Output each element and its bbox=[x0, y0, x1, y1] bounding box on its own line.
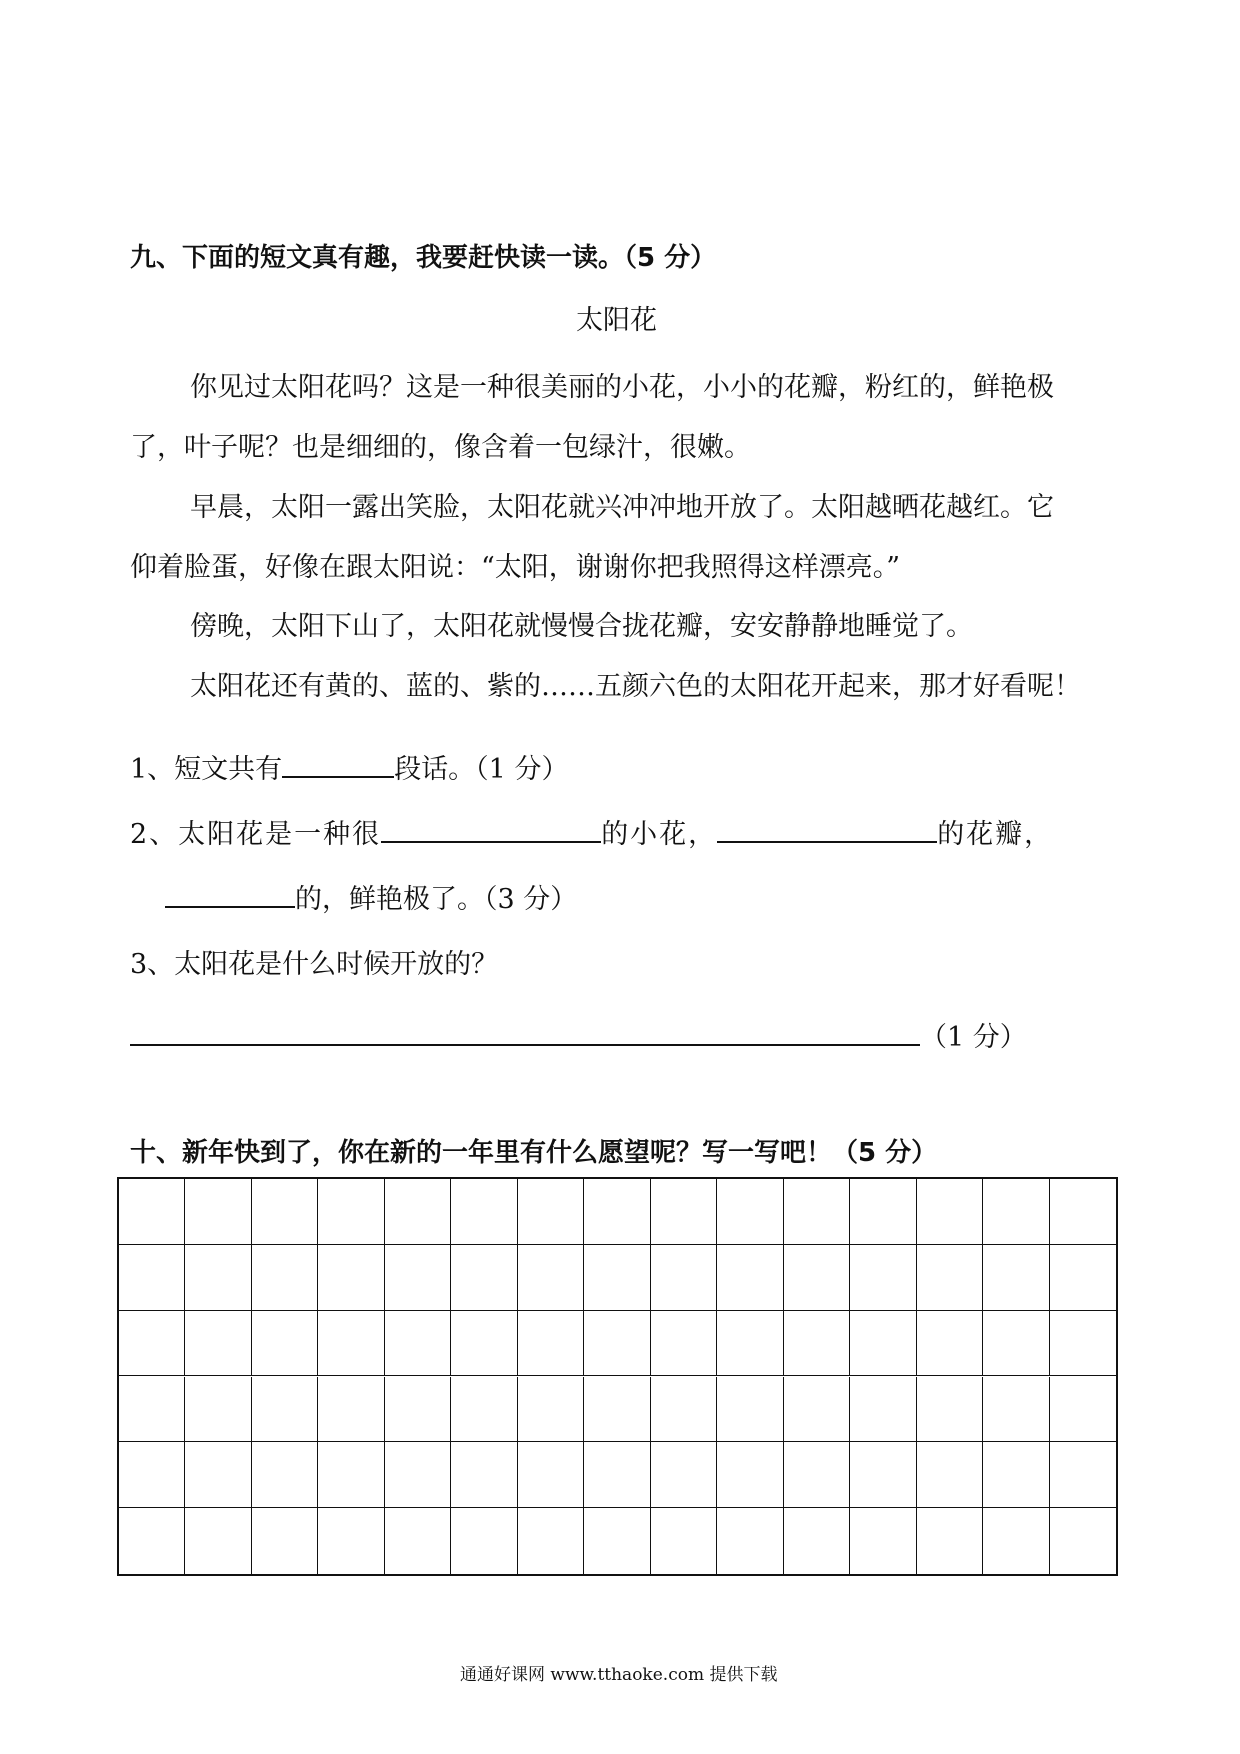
grid-cell[interactable] bbox=[385, 1377, 451, 1443]
grid-cell[interactable] bbox=[983, 1179, 1049, 1245]
grid-cell[interactable] bbox=[850, 1508, 916, 1574]
grid-cell[interactable] bbox=[119, 1311, 185, 1377]
paragraph-3: 傍晚，太阳下山了，太阳花就慢慢合拢花瓣，安安静静地睡觉了。 bbox=[190, 611, 973, 642]
grid-cell[interactable] bbox=[518, 1508, 584, 1574]
grid-cell[interactable] bbox=[850, 1245, 916, 1311]
grid-cell[interactable] bbox=[1050, 1245, 1116, 1311]
grid-cell[interactable] bbox=[119, 1442, 185, 1508]
paragraph-1-line-1: 你见过太阳花吗？这是一种很美丽的小花，小小的花瓣，粉红的，鲜艳极 bbox=[190, 372, 1054, 403]
question-1 bbox=[130, 747, 568, 786]
grid-cell[interactable] bbox=[983, 1311, 1049, 1377]
grid-cell[interactable] bbox=[917, 1311, 983, 1377]
grid-cell[interactable] bbox=[451, 1179, 517, 1245]
question-2-line-2-text: 的，鲜艳极了。（3 分） bbox=[295, 884, 578, 915]
grid-cell[interactable] bbox=[917, 1179, 983, 1245]
question-2-end: 的花瓣， bbox=[937, 819, 1054, 850]
grid-cell[interactable] bbox=[717, 1377, 783, 1443]
grid-cell[interactable] bbox=[185, 1179, 251, 1245]
grid-cell[interactable] bbox=[584, 1311, 650, 1377]
grid-cell[interactable] bbox=[451, 1245, 517, 1311]
grid-cell[interactable] bbox=[451, 1377, 517, 1443]
grid-cell[interactable] bbox=[385, 1179, 451, 1245]
question-1-prefix: 1、短文共有 bbox=[130, 754, 283, 785]
writing-grid[interactable] bbox=[117, 1177, 1118, 1576]
grid-cell[interactable] bbox=[518, 1311, 584, 1377]
grid-cell[interactable] bbox=[451, 1508, 517, 1574]
grid-cell[interactable] bbox=[318, 1442, 384, 1508]
grid-cell[interactable] bbox=[252, 1179, 318, 1245]
grid-cell[interactable] bbox=[318, 1508, 384, 1574]
grid-cell[interactable] bbox=[1050, 1377, 1116, 1443]
grid-cell[interactable] bbox=[385, 1311, 451, 1377]
grid-cell[interactable] bbox=[850, 1179, 916, 1245]
question-3-score: （1 分） bbox=[920, 1022, 1027, 1053]
story-title: 太阳花 bbox=[576, 305, 657, 336]
grid-cell[interactable] bbox=[518, 1377, 584, 1443]
section9-heading: 九、下面的短文真有趣，我要赶快读一读。（5 分） bbox=[130, 243, 717, 273]
grid-cell[interactable] bbox=[451, 1311, 517, 1377]
grid-cell[interactable] bbox=[252, 1508, 318, 1574]
grid-cell[interactable] bbox=[850, 1311, 916, 1377]
paragraph-1-line-2: 了，叶子呢？也是细细的，像含着一包绿汁，很嫩。 bbox=[130, 432, 751, 463]
grid-cell[interactable] bbox=[252, 1377, 318, 1443]
grid-cell[interactable] bbox=[651, 1245, 717, 1311]
grid-cell[interactable] bbox=[717, 1442, 783, 1508]
paragraph-4: 太阳花还有黄的、蓝的、紫的……五颜六色的太阳花开起来，那才好看呢！ bbox=[190, 671, 1081, 702]
grid-cell[interactable] bbox=[385, 1245, 451, 1311]
grid-cell[interactable] bbox=[584, 1442, 650, 1508]
grid-cell[interactable] bbox=[119, 1508, 185, 1574]
answer-blank-q2-1[interactable] bbox=[381, 815, 601, 843]
grid-cell[interactable] bbox=[917, 1245, 983, 1311]
grid-cell[interactable] bbox=[1050, 1442, 1116, 1508]
grid-cell[interactable] bbox=[451, 1442, 517, 1508]
grid-cell[interactable] bbox=[717, 1245, 783, 1311]
grid-cell[interactable] bbox=[651, 1508, 717, 1574]
grid-cell[interactable] bbox=[651, 1442, 717, 1508]
grid-cell[interactable] bbox=[584, 1179, 650, 1245]
grid-cell[interactable] bbox=[784, 1311, 850, 1377]
grid-cell[interactable] bbox=[119, 1377, 185, 1443]
question-2-mid: 的小花， bbox=[601, 819, 718, 850]
grid-cell[interactable] bbox=[119, 1245, 185, 1311]
answer-blank-q1[interactable] bbox=[282, 750, 394, 778]
grid-cell[interactable] bbox=[252, 1245, 318, 1311]
grid-cell[interactable] bbox=[784, 1377, 850, 1443]
grid-cell[interactable] bbox=[385, 1442, 451, 1508]
grid-cell[interactable] bbox=[318, 1245, 384, 1311]
grid-cell[interactable] bbox=[983, 1508, 1049, 1574]
grid-cell[interactable] bbox=[850, 1377, 916, 1443]
question-2 bbox=[130, 812, 1053, 851]
question-1-suffix: 段话。（1 分） bbox=[394, 754, 569, 785]
grid-cell[interactable] bbox=[185, 1442, 251, 1508]
grid-cell[interactable] bbox=[518, 1245, 584, 1311]
grid-cell[interactable] bbox=[784, 1442, 850, 1508]
grid-cell[interactable] bbox=[1050, 1179, 1116, 1245]
grid-cell[interactable] bbox=[784, 1508, 850, 1574]
grid-cell[interactable] bbox=[318, 1311, 384, 1377]
grid-cell[interactable] bbox=[584, 1245, 650, 1311]
grid-cell[interactable] bbox=[119, 1179, 185, 1245]
grid-cell[interactable] bbox=[185, 1377, 251, 1443]
grid-cell[interactable] bbox=[983, 1245, 1049, 1311]
grid-cell[interactable] bbox=[252, 1442, 318, 1508]
grid-cell[interactable] bbox=[252, 1311, 318, 1377]
section10-heading: 十、新年快到了，你在新的一年里有什么愿望呢？写一写吧！（5 分） bbox=[130, 1138, 938, 1168]
grid-cell[interactable] bbox=[983, 1442, 1049, 1508]
grid-cell[interactable] bbox=[318, 1179, 384, 1245]
grid-cell[interactable] bbox=[1050, 1508, 1116, 1574]
question-2-prefix: 2、太阳花是一种很 bbox=[130, 819, 382, 850]
paragraph-2-line-2: 仰着脸蛋，好像在跟太阳说：“太阳，谢谢你把我照得这样漂亮。” bbox=[130, 552, 901, 583]
answer-blank-q2-2[interactable] bbox=[717, 815, 937, 843]
grid-cell[interactable] bbox=[717, 1179, 783, 1245]
grid-cell[interactable] bbox=[185, 1311, 251, 1377]
grid-cell[interactable] bbox=[717, 1508, 783, 1574]
footer-text: 通通好课网 www.tthaoke.com 提供下载 bbox=[460, 1665, 778, 1685]
grid-cell[interactable] bbox=[1050, 1311, 1116, 1377]
grid-cell[interactable] bbox=[850, 1442, 916, 1508]
grid-cell[interactable] bbox=[518, 1179, 584, 1245]
grid-cell[interactable] bbox=[318, 1377, 384, 1443]
grid-cell[interactable] bbox=[651, 1311, 717, 1377]
grid-cell[interactable] bbox=[917, 1377, 983, 1443]
grid-cell[interactable] bbox=[518, 1442, 584, 1508]
question-3: 3、太阳花是什么时候开放的？ bbox=[130, 949, 499, 980]
grid-cell[interactable] bbox=[584, 1377, 650, 1443]
grid-cell[interactable] bbox=[185, 1245, 251, 1311]
grid-cell[interactable] bbox=[651, 1377, 717, 1443]
grid-cell[interactable] bbox=[584, 1508, 650, 1574]
paragraph-2-line-1: 早晨，太阳一露出笑脸，太阳花就兴冲冲地开放了。太阳越晒花越红。它 bbox=[190, 492, 1054, 523]
grid-cell[interactable] bbox=[717, 1311, 783, 1377]
grid-cell[interactable] bbox=[651, 1179, 717, 1245]
grid-cell[interactable] bbox=[917, 1508, 983, 1574]
grid-cell[interactable] bbox=[917, 1442, 983, 1508]
grid-cell[interactable] bbox=[784, 1179, 850, 1245]
grid-cell[interactable] bbox=[784, 1245, 850, 1311]
answer-line-q3[interactable] bbox=[130, 1044, 920, 1046]
question-2-line-2 bbox=[165, 877, 577, 916]
grid-cell[interactable] bbox=[385, 1508, 451, 1574]
grid-cell[interactable] bbox=[983, 1377, 1049, 1443]
answer-blank-q2-3[interactable] bbox=[165, 880, 295, 908]
grid-cell[interactable] bbox=[185, 1508, 251, 1574]
